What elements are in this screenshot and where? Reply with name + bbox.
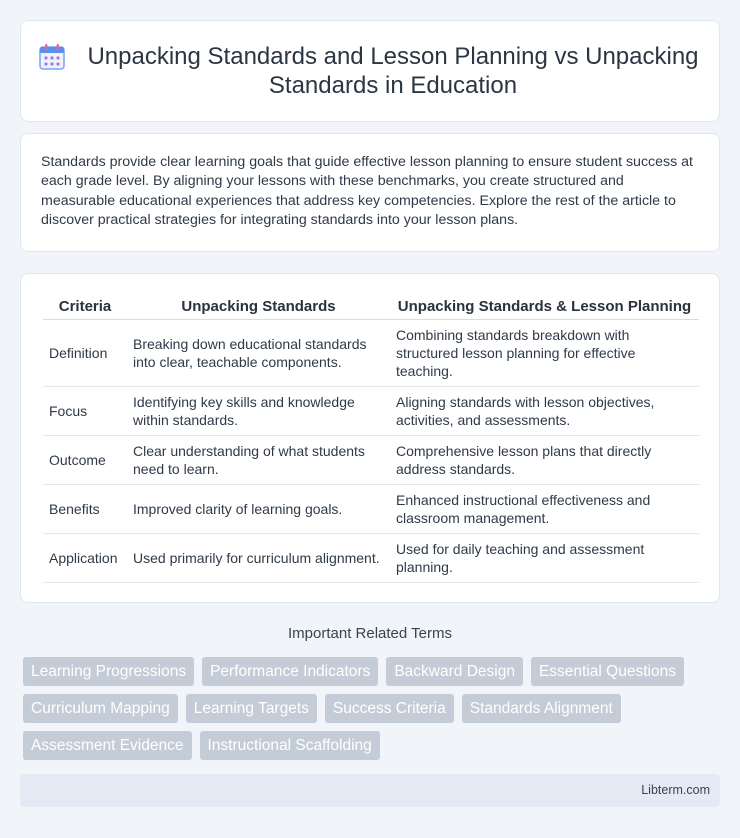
- table-row: [43, 320, 699, 387]
- related-term-tag[interactable]: Learning Targets: [186, 694, 317, 723]
- related-term-tag[interactable]: Assessment Evidence: [23, 731, 192, 760]
- table-cell-criteria: Definition: [43, 320, 127, 387]
- column-header-lesson-planning: Unpacking Standards & Lesson Planning: [390, 294, 699, 320]
- table-cell: Comprehensive lesson plans that directly address standards.: [390, 436, 699, 485]
- related-term-tag[interactable]: Performance Indicators: [202, 657, 378, 686]
- calendar-icon: [37, 42, 67, 72]
- comparison-table: [43, 294, 699, 583]
- title-card: [20, 20, 720, 122]
- table-cell: Used for daily teaching and assessment planning.: [390, 534, 699, 583]
- related-terms-title: Important Related Terms: [288, 625, 452, 642]
- related-term-tag[interactable]: Backward Design: [386, 657, 523, 686]
- table-cell: Breaking down educational standards into clear, teachable components.: [127, 320, 390, 387]
- intro-card: [20, 133, 720, 252]
- table-row: [43, 534, 699, 583]
- related-term-tag[interactable]: Success Criteria: [325, 694, 454, 723]
- table-row: [43, 387, 699, 436]
- related-term-tag[interactable]: Essential Questions: [531, 657, 684, 686]
- table-cell-criteria: Application: [43, 534, 127, 583]
- table-cell: Combining standards breakdown with structured lesson planning for effective teaching.: [390, 320, 699, 387]
- table-cell-criteria: Outcome: [43, 436, 127, 485]
- page-title: Unpacking Standards and Lesson Planning vs Unpacking Standards in Education: [87, 43, 699, 99]
- column-header-criteria: Criteria: [43, 294, 127, 320]
- table-cell: Enhanced instructional effectiveness and classroom management.: [390, 485, 699, 534]
- related-term-tag[interactable]: Curriculum Mapping: [23, 694, 178, 723]
- intro-paragraph: Standards provide clear learning goals that guide effective lesson planning to ensure student success at each grade level. By aligning your lessons with these benchmarks, you create structured and measurable educational experiences that address key competencies. Explore the rest of the article to discover practical strategies for integrating standards into your lesson plans.: [41, 154, 693, 228]
- table-header-row: [43, 294, 699, 320]
- table-cell: Aligning standards with lesson objectives, activities, and assessments.: [390, 387, 699, 436]
- table-cell: Used primarily for curriculum alignment.: [127, 534, 390, 583]
- table-cell-criteria: Benefits: [43, 485, 127, 534]
- footer: [20, 774, 720, 807]
- related-term-tag[interactable]: Instructional Scaffolding: [200, 731, 380, 760]
- column-header-unpacking: Unpacking Standards: [127, 294, 390, 320]
- table-row: [43, 485, 699, 534]
- related-term-tag[interactable]: Standards Alignment: [462, 694, 621, 723]
- related-term-tag[interactable]: Learning Progressions: [23, 657, 194, 686]
- table-cell-criteria: Focus: [43, 387, 127, 436]
- table-cell: Clear understanding of what students need to learn.: [127, 436, 390, 485]
- table-cell: Improved clarity of learning goals.: [127, 485, 390, 534]
- footer-site-link[interactable]: Libterm.com: [641, 783, 710, 797]
- related-terms-list: [23, 657, 723, 768]
- comparison-table-card: [20, 273, 720, 603]
- table-cell: Identifying key skills and knowledge within standards.: [127, 387, 390, 436]
- table-row: [43, 436, 699, 485]
